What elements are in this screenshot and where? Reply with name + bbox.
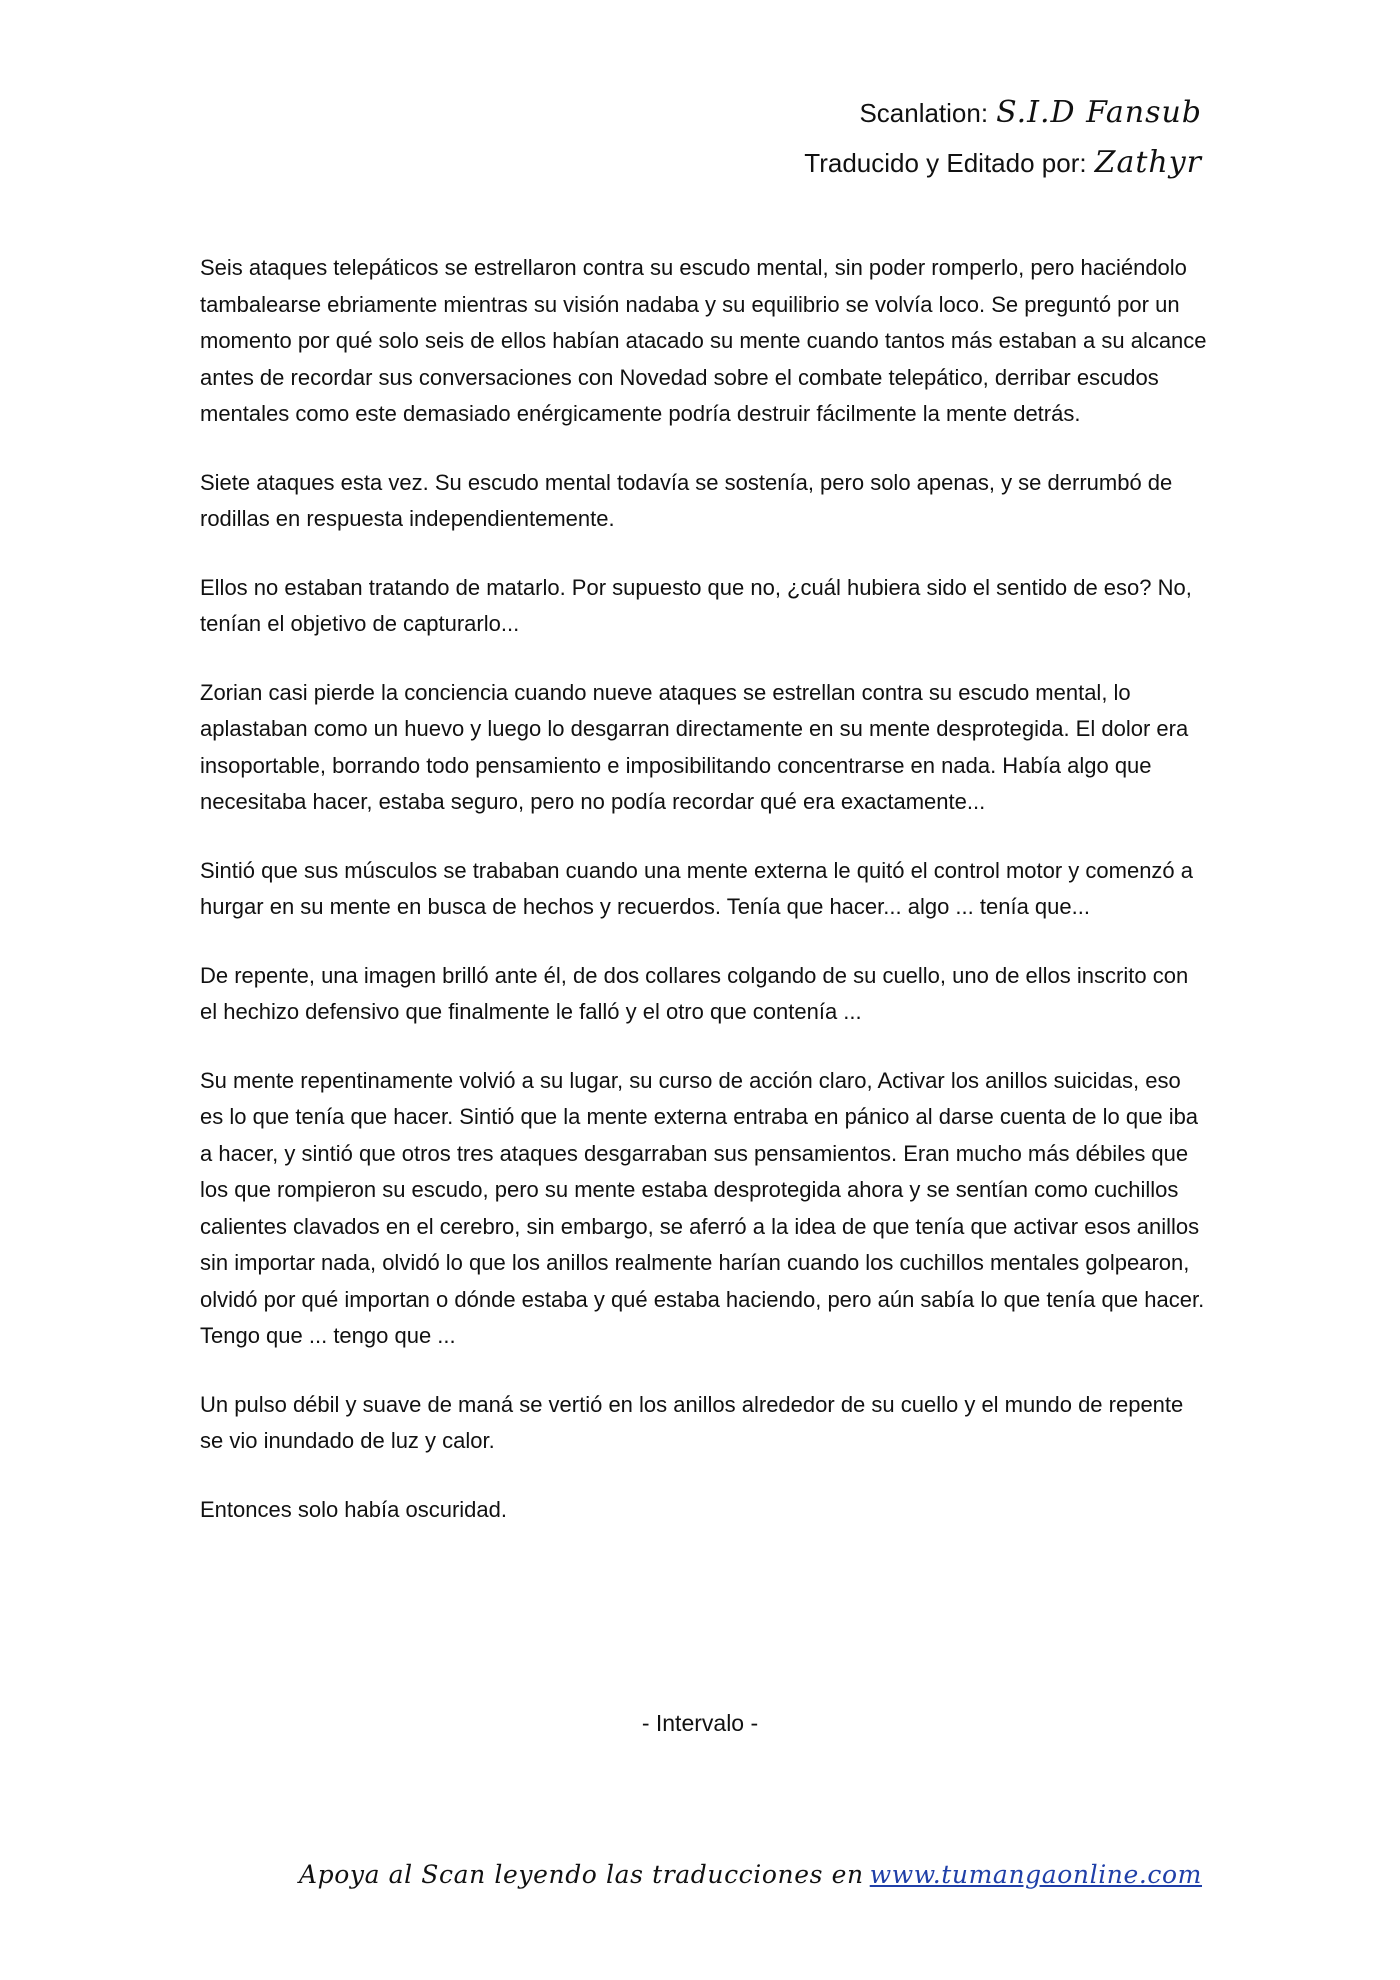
footer-text: Apoya al Scan leyendo las traducciones en [298, 1860, 864, 1889]
paragraph-7: Su mente repentinamente volvió a su lugar, su curso de acción claro, Activar los anillos suicidas, eso es lo que tenía que hacer. Sintió que la mente externa entraba en pánico al darse cuenta de lo que iba a hacer, y sintió que otros tres ataques desgarraban sus pensamientos. Eran mucho más débiles que los que rompieron su escudo, pero su mente estaba desprotegida ahora y se sentían como cuchillos calientes clavados en el cerebro, sin embargo, se aferró a la idea de que tenía que activar esos anillos sin importar nada, olvidó lo que los anillos realmente harían cuando los cuchillos mentales golpearon, olvidó por qué importan o dónde estaba y qué estaba haciendo, pero aún sabía lo que tenía que hacer. Tengo que ... tengo que ... [200, 1067, 1205, 1348]
paragraph-5: Sintió que sus músculos se trababan cuando una mente externa le quitó el control motor y comenzó a hurgar en su mente en busca de hechos y recuerdos. Tenía que hacer... algo ... tenía que... [200, 857, 1194, 919]
paragraph-2: Siete ataques esta vez. Su escudo mental todavía se sostenía, pero solo apenas, y se derrumbó de rodillas en respuesta independientemente. [200, 469, 1173, 531]
translator-name: Zathyr [1094, 145, 1202, 180]
translator-label: Traducido y Editado por: [804, 148, 1087, 178]
paragraph-9: Entonces solo había oscuridad. [200, 1496, 507, 1522]
scanlation-credit [804, 88, 1202, 138]
paragraph-8: Un pulso débil y suave de maná se vertió en los anillos alrededor de su cuello y el mundo de repente se vio inundado de luz y calor. [200, 1391, 1184, 1453]
paragraph-3: Ellos no estaban tratando de matarlo. Por supuesto que no, ¿cuál hubiera sido el sentido de eso? No, tenían el objetivo de capturarlo... [200, 574, 1192, 636]
footer-link[interactable]: www.tumangaonline.com [869, 1860, 1202, 1889]
document-header [804, 88, 1202, 188]
story-body [200, 250, 1210, 1560]
paragraph-1: Seis ataques telepáticos se estrellaron contra su escudo mental, sin poder romperlo, pero haciéndolo tambalearse ebriamente mientras su visión nadaba y su equilibrio se volvía loco. Se preguntó por un momento por qué solo seis de ellos habían atacado su mente cuando tantos más estaban a su alcance antes de recordar sus conversaciones con Novedad sobre el combate telepático, derribar escudos mentales como este demasiado enérgicamente podría destruir fácilmente la mente detrás. [200, 255, 1207, 426]
section-divider: - Intervalo - [641, 1710, 759, 1736]
paragraph-4: Zorian casi pierde la conciencia cuando nueve ataques se estrellan contra su escudo mental, lo aplastaban como un huevo y luego lo desgarran directamente en su mente desprotegida. El dolor era insoportable, borrando todo pensamiento e imposibilitando concentrarse en nada. Había algo que necesitaba hacer, estaba seguro, pero no podía recordar qué era exactamente... [200, 679, 1189, 814]
paragraph-6: De repente, una imagen brilló ante él, de dos collares colgando de su cuello, uno de ellos inscrito con el hechizo defensivo que finalmente le falló y el otro que contenía ... [200, 962, 1189, 1024]
translator-credit [804, 138, 1202, 188]
footer-note [299, 1860, 1202, 1889]
scanlation-label: Scanlation: [859, 98, 989, 128]
scanlation-group-name: S.I.D Fansub [996, 95, 1202, 130]
